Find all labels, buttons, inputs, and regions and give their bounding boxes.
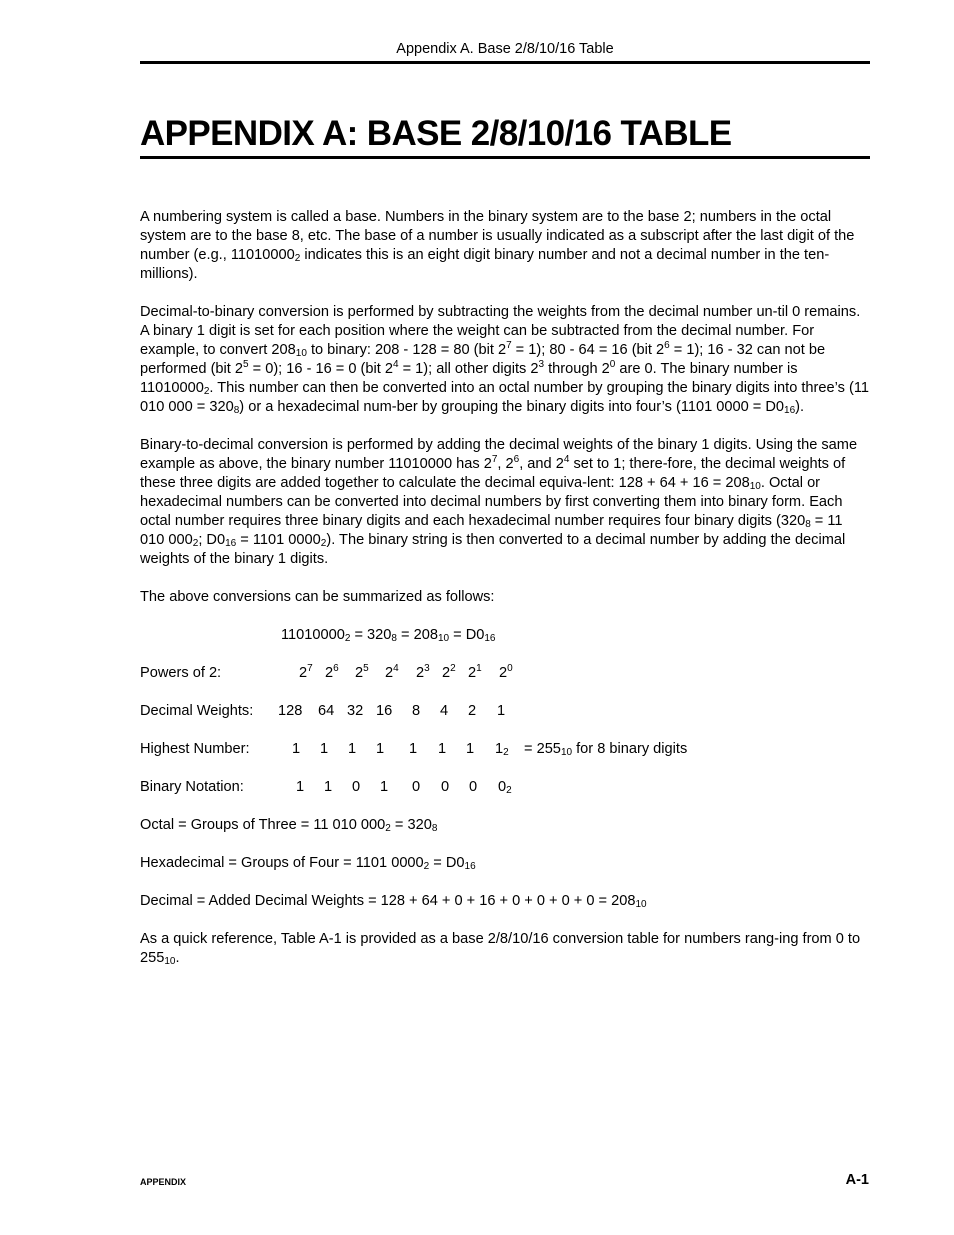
running-header: Appendix A. Base 2/8/10/16 Table (396, 41, 614, 57)
power-cell: $2^4$ (385, 663, 399, 681)
digit-cell: 1 (348, 741, 357, 757)
powers-label: Powers of 2: (140, 665, 222, 681)
digit-cell: 1 (376, 741, 385, 757)
footer-section: APPENDIX (140, 1177, 187, 1187)
binary-label: Binary Notation: (140, 779, 244, 795)
digit-cell: $0_2$ (498, 779, 512, 796)
digit-cell: 0 (412, 779, 421, 795)
powers-of-two-row (140, 664, 870, 683)
decimal-weights-row (140, 702, 870, 721)
title-rule (140, 156, 870, 159)
power-cell: $2^1$ (468, 663, 482, 681)
weight-cell: 8 (412, 703, 421, 719)
decimal-line: Decimal = Added Decimal Weights = $128 + 64 + 0 + 16 + 0 + 0 + 0 + 0 = 208_{10}$ (140, 893, 647, 910)
page-title: APPENDIX A: BASE 2/8/10/16 TABLE (140, 114, 732, 153)
power-cell: $2^0$ (499, 663, 513, 681)
power-cell: $2^7$ (299, 663, 313, 681)
paragraph-summary-intro: The above conversions can be summarized as follows: (140, 589, 495, 605)
digit-cell: 1 (320, 741, 329, 757)
digit-cell: $1_2$ (495, 741, 509, 758)
highest-number-row (140, 740, 870, 759)
weight-cell: 32 (347, 703, 364, 719)
body-text (140, 208, 870, 987)
digit-cell: 0 (469, 779, 478, 795)
paragraph-quick-reference: As a quick reference, Table A-1 is provided as a base 2/8/10/16 conversion table for numbers rang-ing from 0 to $255_{10}$. (140, 931, 861, 967)
weight-cell: 2 (468, 703, 477, 719)
weight-cell: 4 (440, 703, 449, 719)
summary-equation: $11010000_2 = 320_8 = 208_{10} = D0_{16}$ (281, 627, 496, 644)
hexadecimal-line: Hexadecimal = Groups of Four = 1101 $0000_2 = D0_{16}$ (140, 855, 476, 872)
weight-cell: 128 (278, 703, 303, 719)
highest-result: = $255_{10}$ for 8 binary digits (524, 741, 688, 758)
octal-line: Octal = Groups of Three = 11 010 $000_2 = 320_8$ (140, 817, 438, 834)
paragraph-binary-to-decimal: Binary-to-decimal conversion is performed by adding the decimal weights of the binary 1 digits. Using the same example as above, the binary number 11010000 has $2^7$, $2^6$, and $2^4$ set to 1; there-fore, the decimal weights of these three digits are added together to calculate the decimal equiva-lent: $128 + 64 + 16 = 208_{10}$. Octal or hexadecimal numbers can be converted into decimal numbers by first converting them into binary form. Each octal number requires three binary digits and each hexadecimal number requires four binary digits ($320_8 = 11$ 010 $000_2$; $D0_{16} = 1101$ $0000_2$). The binary string is then converted to a decimal number by adding the decimal weights of the binary 1 digits. (140, 437, 858, 567)
power-cell: $2^2$ (442, 663, 456, 681)
weight-cell: 1 (497, 703, 506, 719)
binary-notation-row (140, 778, 870, 797)
digit-cell: 1 (380, 779, 389, 795)
digit-cell: 1 (466, 741, 475, 757)
digit-cell: 1 (438, 741, 447, 757)
paragraph-intro: A numbering system is called a base. Numbers in the binary system are to the base 2; numbers in the octal system are to the base 8, etc. The base of a number is usually indicated as a subscript after the last digit of the number (e.g., $11010000_2$ indicates this is an eight digit binary number and not a decimal number in the ten-millions). (140, 209, 855, 282)
highest-label: Highest Number: (140, 741, 250, 757)
weights-label: Decimal Weights: (140, 703, 254, 719)
digit-cell: 1 (324, 779, 333, 795)
digit-cell: 1 (409, 741, 418, 757)
power-cell: $2^5$ (355, 663, 369, 681)
page-number: A-1 (845, 1172, 869, 1188)
power-cell: $2^6$ (325, 663, 339, 681)
digit-cell: 0 (352, 779, 361, 795)
paragraph-decimal-to-binary: Decimal-to-binary conversion is performed by subtracting the weights from the decimal number un-til 0 remains. A binary 1 digit is set for each position where the weight can be subtracted from the decimal number. For example, to convert $208_{10}$ to binary: 208 - 128 = 80 (bit $2^7 = 1$); 80 - 64 = 16 (bit $2^6 = 1$); 16 - 32 can not be performed (bit $2^5 = 0$); 16 - 16 = 0 (bit $2^4 = 1$); all other digits $2^3$ through $2^0$ are 0. The binary number is $11010000_2$. This number can then be converted into an octal number by grouping the binary digits into three’s (11 010 $000 = 320_8$) or a hexadecimal num-ber by grouping the binary digits into four’s (1101 $0000 = D0_{16}$). (140, 304, 869, 416)
digit-cell: 1 (296, 779, 305, 795)
power-cell: $2^3$ (416, 663, 430, 681)
weight-cell: 64 (318, 703, 335, 719)
weight-cell: 16 (376, 703, 393, 719)
header-rule (140, 61, 870, 64)
digit-cell: 1 (292, 741, 301, 757)
digit-cell: 0 (441, 779, 450, 795)
